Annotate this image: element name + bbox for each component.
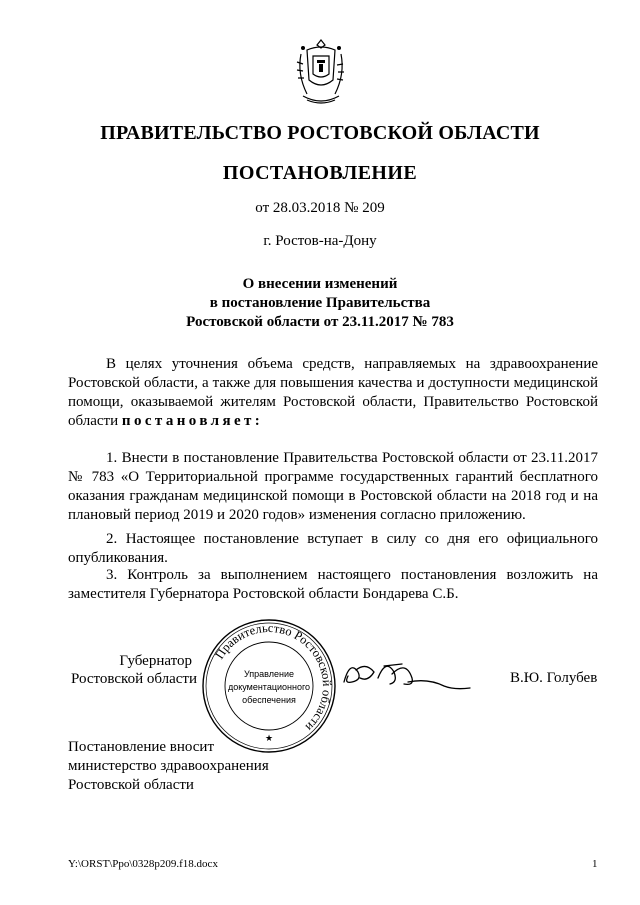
document-subject [0, 275, 640, 332]
stamp-star-icon: ★ [264, 733, 274, 743]
item-paragraph: 2. Настоящее постановление вступает в силу со дня его официального опубликования. [68, 531, 598, 566]
subject-line: Ростовской области от 23.11.2017 № 783 [186, 314, 454, 330]
contributor-line: министерство здравоохранения [68, 758, 269, 774]
document-place: г. Ростов-на-Дону [263, 233, 377, 249]
stamp-center-line: документационного [227, 682, 311, 692]
footer-file-path: Y:\ORST\Ppo\0328p209.f18.docx [68, 858, 218, 870]
subject-line: в постановление Правительства [209, 295, 431, 311]
item-paragraph: 1. Внести в постановление Правительства Ростовской области от 23.11.2017 № 783 «О Территориальной программе государственных гарантий бесплатного оказания гражданам медицинской помощи в Ростовской области на 2018 год и на плановый период 2019 и 2020 годов» изменения согласно приложению. [68, 450, 598, 523]
document-type-title: ПОСТАНОВЛЕНИЕ [222, 162, 418, 184]
preamble-text: В целях уточнения объема средств, направляемых на здравоохранение Ростовской области, а также для повышения качества и доступности медицинской помощи, оказываемой жителям Ростовской области, Правительство Ростовской области [68, 356, 598, 429]
contributor-line: Постановление вносит [68, 739, 215, 755]
contributor-line: Ростовской области [68, 777, 194, 793]
contributor-note [68, 738, 269, 795]
signatory-region: Ростовской области [71, 671, 197, 687]
document-date-number: от 28.03.2018 № 209 [255, 200, 385, 216]
signatory-title: Губернатор [119, 653, 192, 669]
footer-page-number: 1 [592, 858, 598, 870]
organization-title: ПРАВИТЕЛЬСТВО РОСТОВСКОЙ ОБЛАСТИ [100, 122, 540, 144]
coat-of-arms-emblem [293, 36, 349, 108]
resolves-word: постановляет: [121, 413, 264, 429]
stamp-center-line: обеспечения [242, 695, 296, 705]
item-paragraph: 3. Контроль за выполнением настоящего постановления возложить на заместителя Губернатора Ростовской области Бондарева С.Б. [68, 567, 598, 602]
subject-line: О внесении изменений [242, 276, 398, 292]
stamp-ring-text: Правительство Ростовской области [212, 620, 335, 735]
handwritten-signature [338, 652, 478, 697]
preamble-paragraph [68, 355, 598, 431]
signatory-name: В.Ю. Голубев [510, 670, 598, 686]
stamp-center-line: Управление [243, 669, 295, 679]
official-stamp [200, 617, 338, 755]
